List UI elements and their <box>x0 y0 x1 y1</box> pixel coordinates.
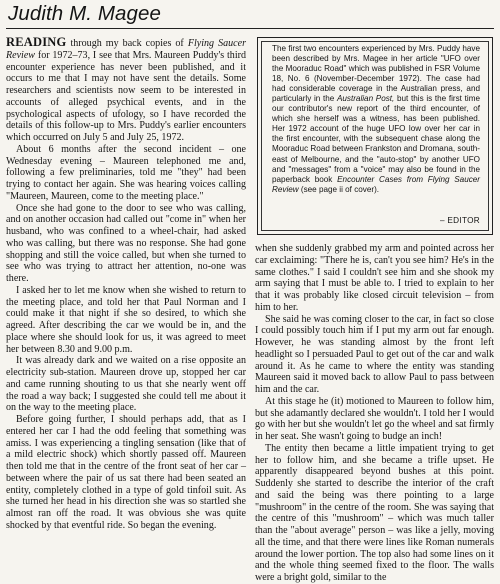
paragraph: She said he was coming closer to the car, in fact so close I could possibly touch him if I put my arm out far enough. However, he was standing almost by the front left headlight so I persuaded Paul to get out of the car and walk around it. As he came to where the entity was standing Maureen said it moved back to allow Paul to pass between him and the car. <box>255 313 494 395</box>
right-column <box>255 243 494 584</box>
editor-signature: – EDITOR <box>439 215 480 225</box>
newspaper-title: Australian Post, <box>336 94 395 104</box>
book-title: Encounter Cases from Flying Saucer Review <box>272 174 481 194</box>
note-text: (see page ii of cover). <box>298 184 380 194</box>
editor-note-text <box>272 44 480 195</box>
paragraph: At this stage he (it) motioned to Maureen to follow him, but she adamantly declared she wouldn't. I told her I would go with her but she wouldn't let go the wheel and sat firmly in her seat. She wasn't going to budge an inch! <box>255 395 494 442</box>
paragraph-text: through my back copies of <box>66 38 188 49</box>
paragraph <box>6 37 246 144</box>
paragraph: About 6 months after the second incident – one Wednesday evening – Maureen telephoned me and, following a few preliminaries, told me "they" had been trying to contact her again. She was hearing voices calling "Maureen, Maureen, come to the meeting place." <box>6 143 246 202</box>
header-rule <box>6 28 494 29</box>
paragraph: when she suddenly grabbed my arm and pointed across her car exclaiming: "There he is, can't you see him? He's in the same clothes." I said I couldn't see him and she shook my arm saying that I must be able to. I tried to explain to her that it was probably like closed circuit television – from him to her. <box>255 243 494 313</box>
article-byline: Judith M. Magee <box>8 2 162 25</box>
paragraph: Before going further, I should perhaps add, that as I entered her car I had the odd feeling that something was amiss. I was experiencing a tingling sensation (like that of a mild electric shock) which shortly passed off. Maureen then told me that in the centre of the front seat of her car – between where the pair of us sat there had been seated an entity, completely clothed in a type of gold tinfoil suit. As she turned her head in his direction she was so startled she almost ran off the road. It was obvious she was quite shocked by that eventful ride. So began the evening. <box>6 414 246 531</box>
editor-note-box <box>257 37 493 235</box>
note-text: The first two encounters experienced by Mrs. Puddy have been described by Mrs. Magee in her article "UFO over the Mooraduc Road" which was published in FSR Volume 18, No. 6 (November-December 1972). The case had had considerable coverage in the Australian press, and particularly in the <box>272 44 480 104</box>
editor-note-inner <box>261 41 489 231</box>
journal-title: Flying Saucer Review <box>6 38 247 61</box>
drop-cap-word: READING <box>6 35 67 49</box>
paragraph: It was already dark and we waited on a rise opposite an electricity sub-station. Maureen drove up, stopped her car and came running shouting to us that she nearly went off the road a way back; I suggested she could tell me about it on the way to the meeting place. <box>6 355 246 414</box>
paragraph: The entity then became a little impatient trying to get her to follow him, and she became a trifle upset. He apparently disappeared beyond bushes at this point. Suddenly she started to describe the interior of the craft and said the being was there pointing to a large "mushroom" in the centre of the room. She was saying that the centre of this "mushroom" – which was much taller than the "about average" person – was like a jelly, moving all the time, and that there were lines like Roman numerals around the lower portion. The top also had some lines on it and the whole thing seemed fixed to the floor. The walls were a bright gold, similar to the <box>255 442 494 583</box>
note-text: but this is the first time our contributor's new report of the third encounter, of which she herself was a witness, has been published. Her 1972 account of the huge UFO low over her car in the first encounter, with the subsequent chase along the Mooraduc Road between Frankston and Dromana, south-east of Melbourne, and the "auto-stop" by another UFO and "messages" from a "voice" may also be found in the paperback book <box>272 94 480 184</box>
left-column <box>6 37 246 532</box>
paragraph: I asked her to let me know when she wished to return to the meeting place, and told her that Paul Norman and I could make it that night if she so desired, to which she agreed. After describing the car we would be in, and the place where she should look for us, it was agreed to meet her between 8.30 and 9.00 p.m. <box>6 284 246 355</box>
paragraph: Once she had gone to the door to see who was calling, and on another occasion had called out "come in" when her husband, who was confined to a wheel-chair, had asked who was calling, but there was no response. She had gone shopping and still the voice called, but when she turned to see who was trying to attract her attention, no-one was there. <box>6 202 246 284</box>
paragraph-text: for 1972–73, I see that Mrs. Maureen Puddy's third encounter experience has never been published, and it occurs to me that I may not have sent the details. Some researchers and scientists now seem to be interested in accounts of alleged psychical events, and in the psychological aspects of ufology, so I have recorded the details of this follow-up to Mrs. Puddy's earlier encounters which occurred on July 5 and July 25, 1972. <box>6 49 246 143</box>
